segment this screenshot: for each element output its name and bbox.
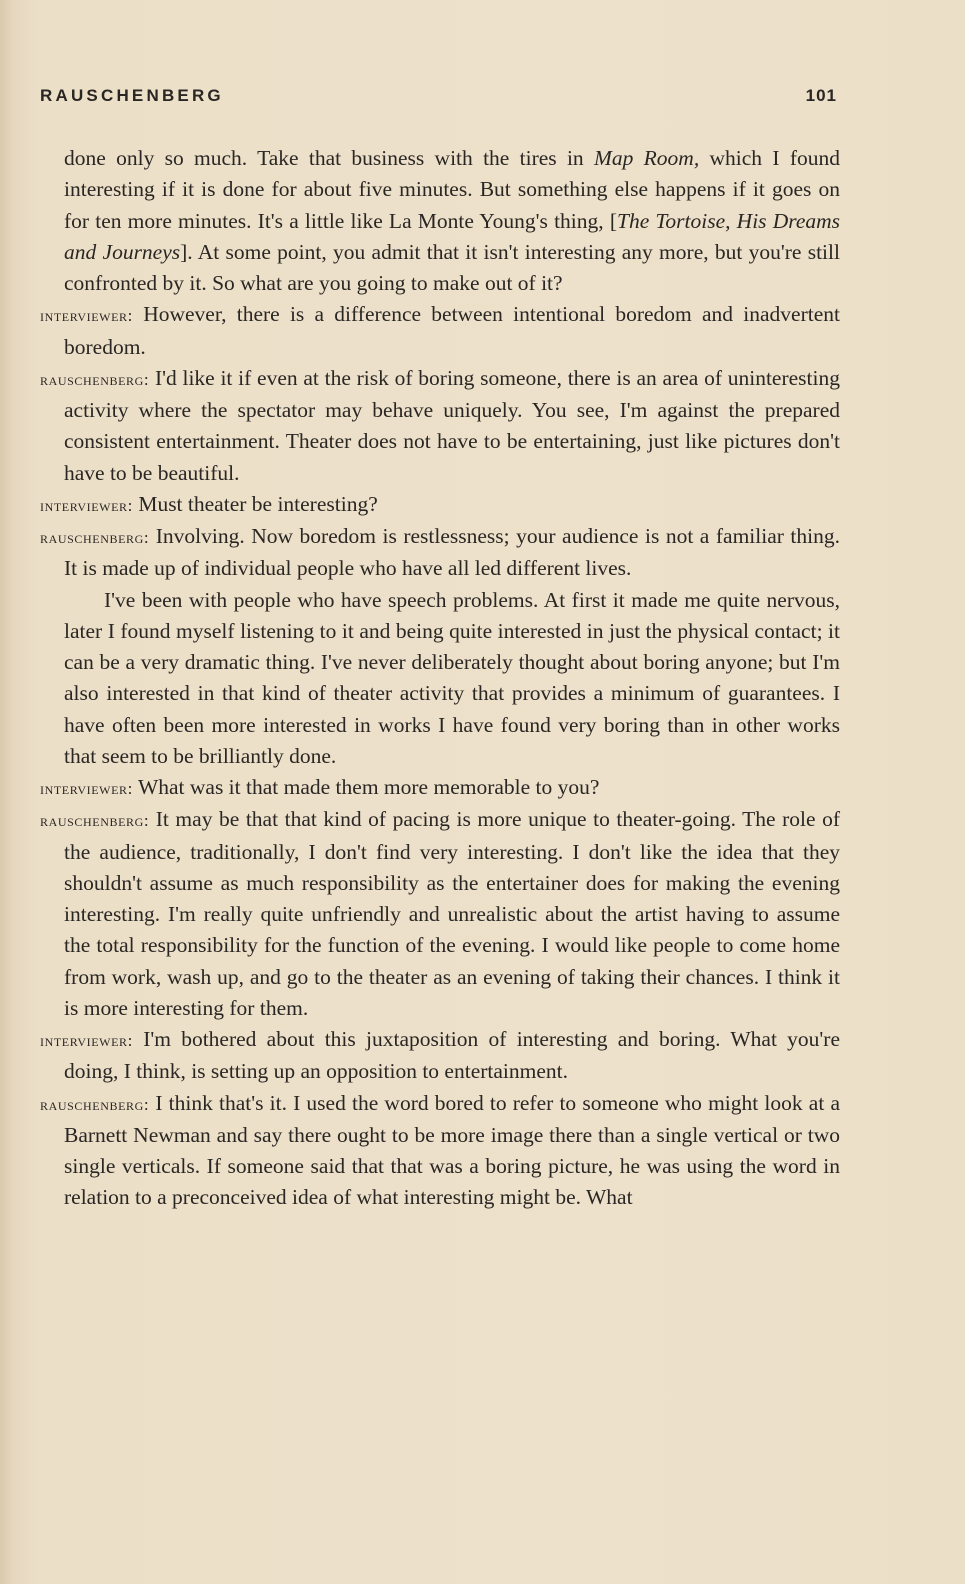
speaker-label: rauschenberg: — [40, 1094, 150, 1114]
running-head — [40, 86, 837, 116]
text-segment: Must theater be interesting? — [132, 491, 378, 516]
speaker-label: interviewer: — [40, 495, 133, 515]
text-segment: I think that's it. I used the word bored to refer to someone who might look at a Barnett Newman and say there ought to be more image there than a single vertical or two single verticals. If someone said that that was a boring picture, he was using the word in relation to a preconceived idea of what interesting might be. What — [64, 1090, 840, 1210]
text-segment: which I found interesting if it is done for about five minutes. But something else happens if it goes on for ten more minutes. It's a little like La Monte Young's thing, [ — [64, 146, 840, 233]
dialogue-paragraph — [40, 489, 840, 521]
speaker-label: rauschenberg: — [40, 811, 150, 831]
body-text — [40, 143, 840, 1214]
text-paragraph — [40, 143, 840, 299]
page-number: 101 — [805, 86, 837, 105]
text-segment: It may be that that kind of pacing is more unique to theater-going. The role of the audience, traditionally, I don't find very interesting. I don't like the idea that they shouldn't assume as much responsibility as the entertainer does for making the evening interesting. I'm really quite unfriendly and unrealistic about the artist having to assume the total responsibility for the function of the evening. I would like people to come home from work, wash up, and go to the theater as an evening of taking their chances. I think it is more interesting for them. — [64, 807, 840, 1020]
dialogue-paragraph — [40, 1088, 840, 1214]
speaker-label: rauschenberg: — [40, 528, 150, 547]
text-segment: I'd like it if even at the risk of boring someone, there is an area of uninteresting activity where the spectator may behave uniquely. You see, I'm against the prepared consistent entertainment. Theater does not have to be entertaining, just like pictures don't have to be beautiful. — [64, 365, 840, 485]
italic-title: Map Room, — [593, 146, 700, 170]
dialogue-paragraph — [40, 804, 840, 1024]
speaker-label: interviewer: — [40, 779, 133, 798]
text-segment: ]. At some point, you admit that it isn't interesting any more, but you're still confronted by it. So what are you going to make out of it? — [64, 239, 840, 295]
dialogue-paragraph — [40, 363, 840, 489]
speaker-label: interviewer: — [40, 1031, 133, 1050]
text-segment: However, there is a difference between intentional boredom and inadvertent boredom. — [64, 302, 840, 359]
running-head-title: RAUSCHENBERG — [40, 86, 224, 105]
text-segment: I've been with people who have speech problems. At first it made me quite nervous, later I found myself listening to it and being quite interested in just the physical contact; it can be a very dramatic thing. I've never deliberately thought about boring anyone; but I'm also interested in that kind of theater activity that provides a minimum of guarantees. I have often been more interested in works I have found very boring than in other works that seem to be brilliantly done. — [64, 587, 840, 768]
text-segment: done only so much. Take that business with the tires in — [64, 146, 594, 170]
text-segment: Involving. Now boredom is restlessness; your audience is not a familiar thing. It is made up of individual people who have all led different lives. — [64, 524, 840, 581]
text-segment: I'm bothered about this juxtaposition of interesting and boring. What you're doing, I think, is setting up an opposition to entertainment. — [64, 1027, 840, 1084]
speaker-label: interviewer: — [40, 306, 133, 326]
speaker-label: rauschenberg: — [40, 369, 150, 389]
italic-title: The Tortoise, His Dreams and Journeys — [64, 208, 841, 264]
dialogue-paragraph — [40, 772, 840, 804]
text-segment: What was it that made them more memorable to you? — [132, 775, 600, 799]
dialogue-paragraph — [40, 1024, 840, 1088]
dialogue-paragraph — [40, 521, 840, 585]
text-paragraph — [40, 585, 840, 773]
dialogue-paragraph — [40, 299, 840, 363]
